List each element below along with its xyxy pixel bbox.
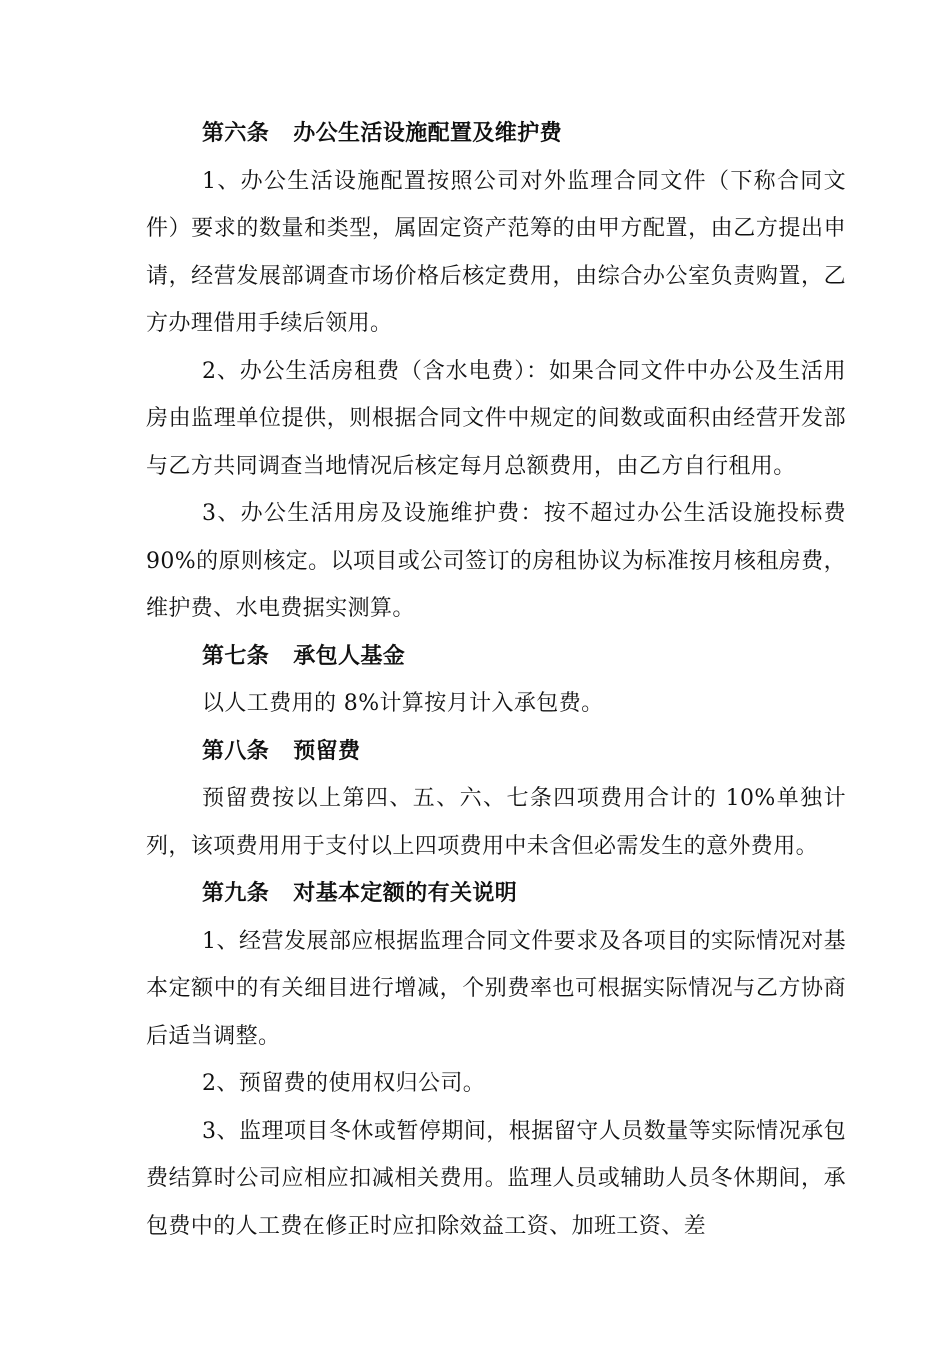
paragraph: 1、办公生活设施配置按照公司对外监理合同文件（下称合同文件）要求的数量和类型，属固定资产范筹的由甲方配置，由乙方提出申请，经营发展部调查市场价格后核定费用，由综合办公室负责购置，乙方办理借用手续后领用。 <box>146 168 846 336</box>
paragraph: 3、监理项目冬休或暂停期间，根据留守人员数量等实际情况承包费结算时公司应相应扣减相关费用。监理人员或辅助人员冬休期间，承包费中的人工费在修正时应扣除效益工资、加班工资、差 <box>146 1118 846 1239</box>
paragraph: 3、办公生活用房及设施维护费：按不超过办公生活设施投标费 90%的原则核定。以项目或公司签订的房租协议为标准按月核租房费，维护费、水电费据实测算。 <box>146 501 846 621</box>
article-heading-6: 第六条 办公生活设施配置及维护费 <box>202 120 563 146</box>
paragraph: 以人工费用的 8%计算按月计入承包费。 <box>202 691 604 716</box>
article-heading-9: 第九条 对基本定额的有关说明 <box>202 880 518 906</box>
paragraph: 2、办公生活房租费（含水电费）：如果合同文件中办公及生活用房由监理单位提供，则根据合同文件中规定的间数或面积由经营开发部与乙方共同调查当地情况后核定每月总额费用，由乙方自行租用。 <box>146 358 846 479</box>
article-heading-7: 第七条 承包人基金 <box>202 642 406 669</box>
paragraph: 预留费按以上第四、五、六、七条四项费用合计的 10%单独计列，该项费用用于支付以上四项费用中未含但必需发生的意外费用。 <box>146 786 846 859</box>
paragraph: 2、预留费的使用权归公司。 <box>202 1071 486 1096</box>
paragraph: 1、经营发展部应根据监理合同文件要求及各项目的实际情况对基本定额中的有关细目进行增减，个别费率也可根据实际情况与乙方协商后适当调整。 <box>146 928 846 1049</box>
article-heading-8: 第八条 预留费 <box>202 737 361 764</box>
